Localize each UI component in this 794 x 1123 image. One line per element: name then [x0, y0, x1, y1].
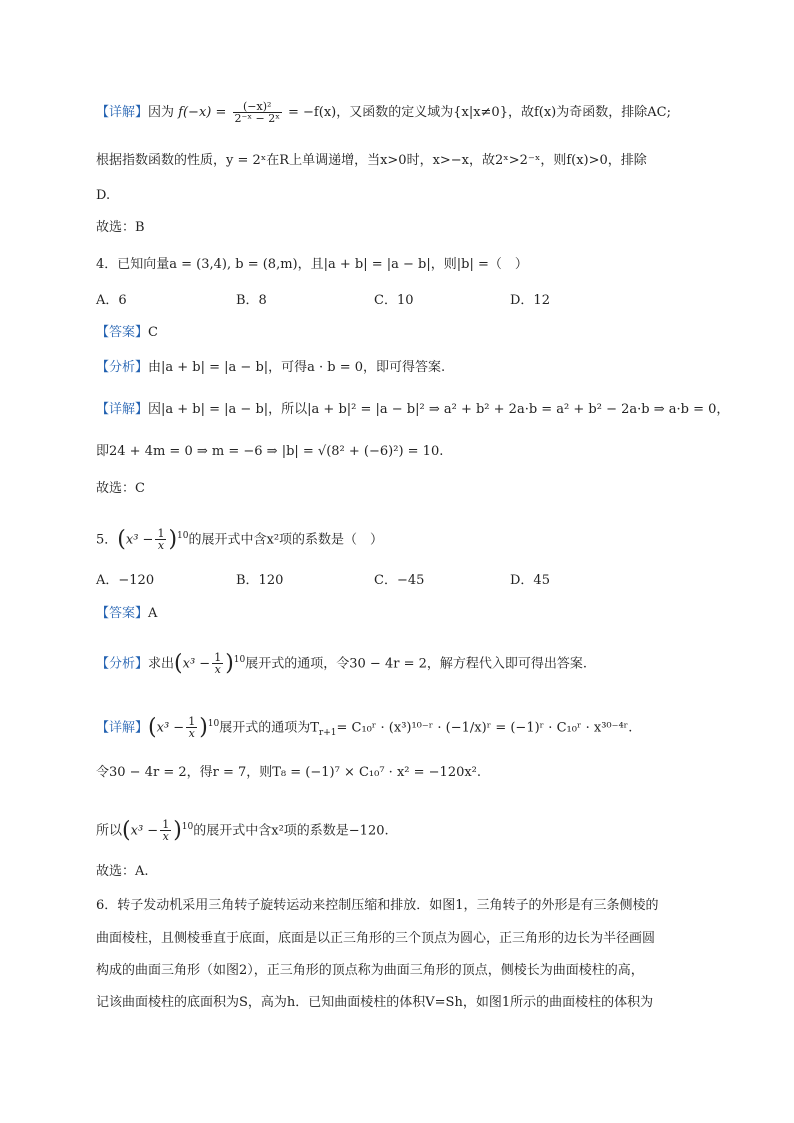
- q4-option-b: B．8: [236, 293, 267, 308]
- q5-option-d: D．45: [510, 573, 550, 588]
- q3-detail-line2: 根据指数函数的性质，y = 2ˣ在R上单调递增，当x>0时，x>−x，故2ˣ>2⁻ˣ，则f(x)>0，排除: [96, 153, 647, 168]
- q4-option-a: A．6: [96, 293, 127, 308]
- q4-option-c: C．10: [374, 293, 414, 308]
- q4-detail: 【详解】因|a + b| = |a − b|，所以|a + b|² = |a − b|² ⇒ a² + b² + 2a·b = a² + b² − 2a·b ⇒ a·b = 0，: [96, 402, 730, 417]
- q4-stem: 4．已知向量a = (3,4), b = (8,m)，且|a + b| = |a − b|，则|b| =（ ）: [96, 257, 528, 272]
- q3-choice: 故选：B: [96, 220, 145, 235]
- q4-option-d: D．12: [510, 293, 550, 308]
- q5-detail-3: 所以(x³ − $\frac{1}{x}$ )$^{10}$的展开式中含x²项的系数是−120.: [96, 817, 389, 844]
- q6-line2: 曲面棱柱，且侧棱垂直于底面，底面是以正三角形的三个顶点为圆心，正三角形的边长为半径画圆: [96, 931, 656, 946]
- q5-detail: 【详解】(x³ − $\frac{1}{x}$ )$^{10}$展开式的通项为$T_{r+1}=$ C₁₀ʳ · (x³)¹⁰⁻ʳ · (−1/x)ʳ = (−1)ʳ · C₁₀ʳ · x³⁰⁻⁴ʳ.: [96, 714, 633, 741]
- q5-analysis: 【分析】求出(x³ − $\frac{1}{x}$ )$^{10}$展开式的通项，令30 − 4r = 2，解方程代入即可得出答案.: [96, 650, 587, 677]
- q5-option-a: A．−120: [96, 573, 155, 588]
- q6-line1: 6．转子发动机采用三角转子旋转运动来控制压缩和排放．如图1，三角转子的外形是有三条侧棱的: [96, 898, 659, 913]
- q5-detail-2: 令30 − 4r = 2，得r = 7，则T₈ = (−1)⁷ × C₁₀⁷ · x² = −120x².: [96, 765, 482, 780]
- q5-option-b: B．120: [236, 573, 284, 588]
- q5-answer: 【答案】A: [96, 606, 158, 621]
- q5-choice: 故选：A.: [96, 864, 149, 879]
- q4-analysis: 【分析】由|a + b| = |a − b|，可得a · b = 0，即可得答案.: [96, 360, 446, 375]
- q3-detail-line1: 【详解】因为 f(−x) = $\frac{\text{(−x)²}}{\text{2⁻ˣ − 2ˣ}}$ = −f(x)，又函数的定义域为{x|x≠0}，故f(x)为奇函数，排除AC;: [96, 100, 671, 125]
- q4-choice: 故选：C: [96, 481, 145, 496]
- fraction: $\frac{\text{(−x)²}}{\text{2⁻ˣ − 2ˣ}}$: [234, 100, 280, 125]
- q4-answer: 【答案】C: [96, 325, 158, 340]
- q6-line4: 记该曲面棱柱的底面积为S，高为h．已知曲面棱柱的体积V=Sh，如图1所示的曲面棱柱的体积为: [96, 995, 654, 1010]
- q6-line3: 构成的曲面三角形（如图2），正三角形的顶点称为曲面三角形的顶点，侧棱长为曲面棱柱的高，: [96, 963, 644, 978]
- q4-detail-2: 即24 + 4m = 0 ⇒ m = −6 ⇒ |b| = √(8² + (−6)²) = 10.: [96, 444, 444, 459]
- q5-stem: 5．(x³ − $\frac{1}{x}$ )$^{10}$的展开式中含x²项的系数是（ ）: [96, 526, 384, 553]
- q3-detail-line3: D.: [96, 188, 111, 203]
- q5-option-c: C．−45: [374, 573, 425, 588]
- detail-label: 【详解】: [96, 105, 149, 120]
